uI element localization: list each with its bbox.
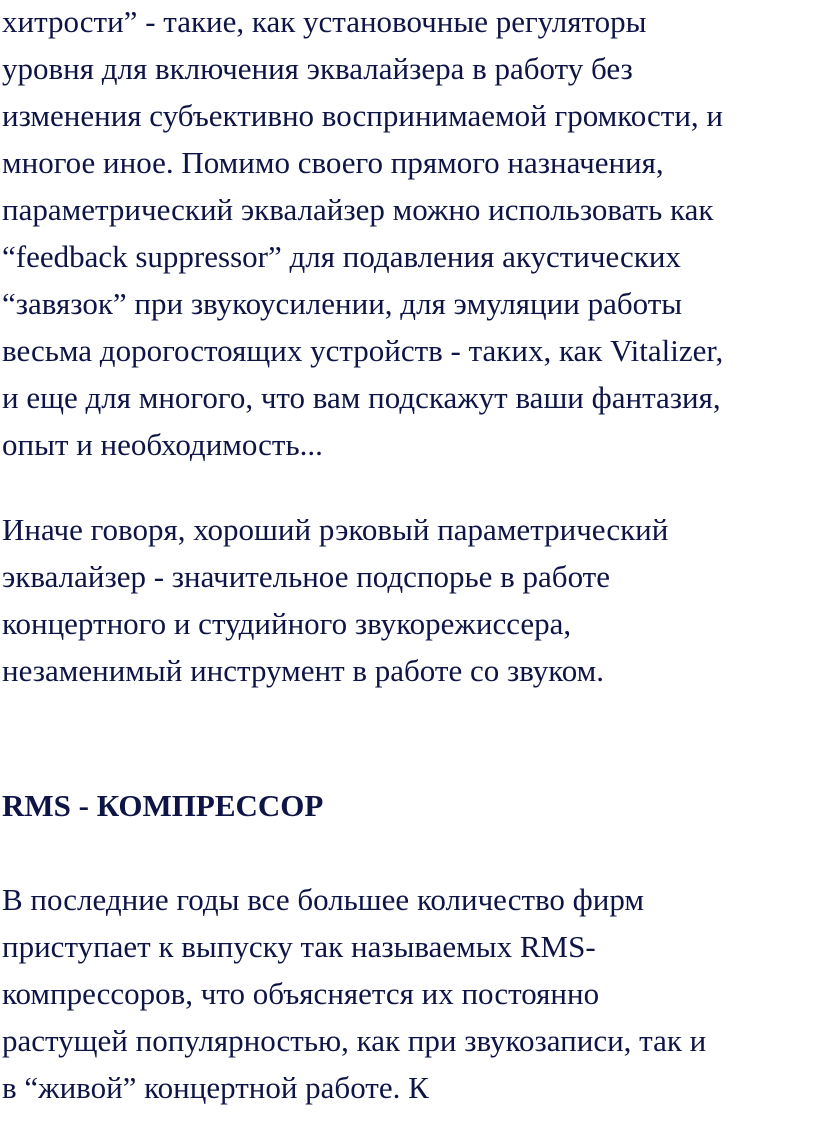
paragraph-line: “завязок” при звукоусилении, для эмуляции работы [2, 286, 683, 321]
paragraph-line: концертного и студийного звукорежиссера, [2, 606, 572, 641]
paragraph-line: изменения субъективно воспринимаемой громкости, и [2, 98, 723, 133]
paragraph-line: хитрости” - такие, как установочные регуляторы [2, 4, 647, 39]
section-heading: RMS - КОМПРЕССОР [2, 788, 324, 823]
paragraph-line: и еще для многого, что вам подскажут ваши фантазия, [2, 380, 721, 415]
paragraph-line: многое иное. Помимо своего прямого назначения, [2, 145, 664, 180]
paragraph-line: незаменимый инструмент в работе со звуком. [2, 653, 605, 688]
paragraph-line: эквалайзер - значительное подспорье в работе [2, 559, 610, 594]
paragraph-line: “feedback suppressor” для подавления акустических [2, 239, 681, 274]
paragraph-line: Иначе говоря, хороший рэковый параметрический [2, 512, 669, 547]
paragraph-line: в “живой” концертной работе. К [2, 1070, 429, 1105]
paragraph-line: весьма дорогостоящих устройств - таких, как Vitalizer, [2, 333, 724, 368]
paragraph-line: В последние годы все большее количество фирм [2, 882, 645, 917]
paragraph-line: уровня для включения эквалайзера в работу без [2, 51, 633, 86]
paragraph-line: компрессоров, что объясняется их постоянно [2, 976, 600, 1011]
paragraph-line: растущей популярностью, как при звукозаписи, так и [2, 1023, 707, 1058]
paragraph-line: приступает к выпуску так называемых RMS- [2, 929, 596, 964]
paragraph-line: опыт и необходимость... [2, 427, 323, 462]
paragraph-line: параметрический эквалайзер можно использовать как [2, 192, 714, 227]
